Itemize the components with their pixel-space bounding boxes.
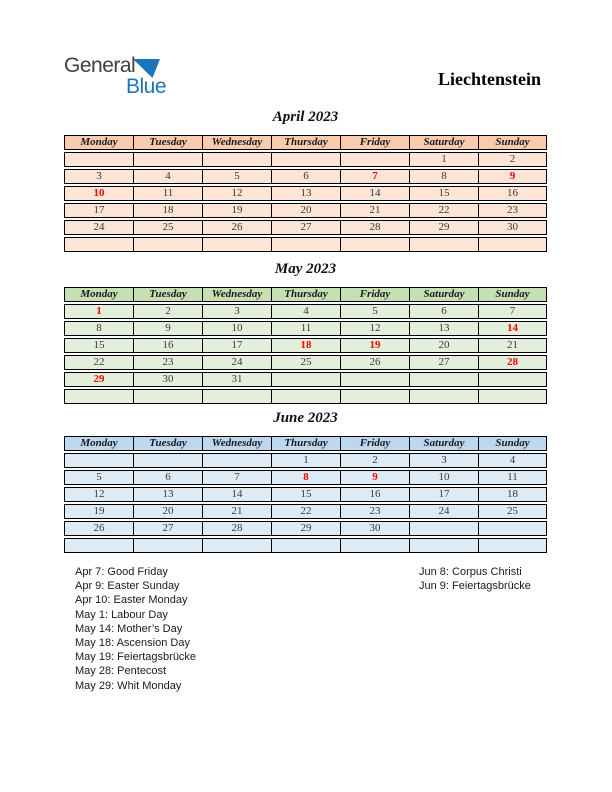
- empty-cell: [202, 237, 271, 252]
- week-row: [64, 355, 547, 370]
- day-cell: 27: [409, 355, 478, 370]
- general-blue-logo: [64, 55, 174, 101]
- day-cell: 18: [133, 203, 202, 218]
- day-cell: 23: [133, 355, 202, 370]
- day-cell: 9: [340, 470, 409, 485]
- empty-cell: [133, 237, 202, 252]
- day-cell: 9: [478, 169, 547, 184]
- empty-cell: [340, 538, 409, 553]
- day-cell: 11: [478, 470, 547, 485]
- holiday-item: Apr 7: Good Friday: [75, 566, 168, 578]
- empty-cell: [64, 237, 133, 252]
- empty-cell: [133, 152, 202, 167]
- day-header-thursday: Thursday: [271, 436, 340, 451]
- day-cell: 3: [64, 169, 133, 184]
- day-cell: 22: [64, 355, 133, 370]
- logo-text-blue: Blue: [126, 75, 167, 98]
- day-header-tuesday: Tuesday: [133, 287, 202, 302]
- holiday-item: Jun 8: Corpus Christi: [419, 566, 522, 578]
- day-cell: 18: [478, 487, 547, 502]
- day-cell: 9: [133, 321, 202, 336]
- day-cell: 24: [409, 504, 478, 519]
- week-row: [64, 203, 547, 218]
- day-cell: 15: [271, 487, 340, 502]
- empty-cell: [202, 538, 271, 553]
- empty-cell: [271, 372, 340, 387]
- calendar-table-may: [64, 285, 547, 406]
- week-row: [64, 186, 547, 201]
- day-cell: 6: [409, 304, 478, 319]
- day-cell: 11: [271, 321, 340, 336]
- day-cell: 30: [478, 220, 547, 235]
- calendar-table-april: [64, 133, 547, 254]
- day-header-saturday: Saturday: [409, 135, 478, 150]
- day-cell: 3: [409, 453, 478, 468]
- day-cell: 22: [409, 203, 478, 218]
- empty-cell: [202, 453, 271, 468]
- holiday-item: May 18: Ascension Day: [75, 637, 190, 650]
- day-header-thursday: Thursday: [271, 287, 340, 302]
- day-cell: 23: [478, 203, 547, 218]
- day-cell: 30: [340, 521, 409, 536]
- empty-cell: [64, 389, 133, 404]
- day-cell: 28: [478, 355, 547, 370]
- day-cell: 28: [202, 521, 271, 536]
- day-cell: 5: [202, 169, 271, 184]
- calendar-table-june: [64, 434, 547, 555]
- week-row: [64, 504, 547, 519]
- day-cell: 1: [409, 152, 478, 167]
- day-cell: 16: [133, 338, 202, 353]
- empty-cell: [64, 152, 133, 167]
- day-cell: 19: [202, 203, 271, 218]
- page-title: Liechtenstein: [438, 69, 541, 89]
- day-cell: 20: [271, 203, 340, 218]
- holiday-item: May 29: Whit Monday: [75, 679, 182, 692]
- empty-cell: [409, 521, 478, 536]
- empty-cell: [133, 538, 202, 553]
- week-row: [64, 220, 547, 235]
- day-cell: 27: [133, 521, 202, 536]
- month-section-april: [64, 108, 547, 254]
- day-cell: 21: [202, 504, 271, 519]
- empty-cell: [271, 237, 340, 252]
- day-cell: 25: [133, 220, 202, 235]
- day-cell: 18: [271, 338, 340, 353]
- holiday-item: May 14: Mother’s Day: [75, 622, 183, 635]
- week-row: [64, 338, 547, 353]
- day-cell: 31: [202, 372, 271, 387]
- day-cell: 29: [271, 521, 340, 536]
- day-header-sunday: Sunday: [478, 436, 547, 451]
- day-cell: 1: [64, 304, 133, 319]
- empty-cell: [409, 372, 478, 387]
- week-row: [64, 152, 547, 167]
- day-cell: 19: [64, 504, 133, 519]
- day-cell: 12: [202, 186, 271, 201]
- day-cell: 4: [271, 304, 340, 319]
- empty-cell: [478, 521, 547, 536]
- week-row: [64, 521, 547, 536]
- day-header-saturday: Saturday: [409, 436, 478, 451]
- day-cell: 7: [202, 470, 271, 485]
- day-cell: 5: [64, 470, 133, 485]
- day-cell: 23: [340, 504, 409, 519]
- day-cell: 20: [409, 338, 478, 353]
- month-title-june: June 2023: [273, 410, 338, 426]
- holiday-item: May 28: Pentecost: [75, 665, 167, 678]
- day-cell: 20: [133, 504, 202, 519]
- day-cell: 21: [340, 203, 409, 218]
- empty-cell: [271, 152, 340, 167]
- month-section-june: [64, 409, 547, 555]
- empty-cell: [340, 237, 409, 252]
- month-title-may: May 2023: [274, 261, 337, 277]
- day-cell: 11: [133, 186, 202, 201]
- empty-cell: [202, 152, 271, 167]
- month-section-may: [64, 260, 547, 406]
- holiday-list-right: [419, 565, 531, 593]
- empty-cell: [202, 389, 271, 404]
- day-cell: 22: [271, 504, 340, 519]
- day-cell: 29: [64, 372, 133, 387]
- day-cell: 25: [478, 504, 547, 519]
- day-cell: 16: [478, 186, 547, 201]
- day-cell: 15: [409, 186, 478, 201]
- empty-cell: [478, 538, 547, 553]
- week-row: [64, 389, 547, 404]
- week-row: [64, 453, 547, 468]
- empty-cell: [478, 389, 547, 404]
- day-cell: 13: [133, 487, 202, 502]
- day-cell: 21: [478, 338, 547, 353]
- day-cell: 12: [64, 487, 133, 502]
- day-cell: 26: [202, 220, 271, 235]
- day-cell: 12: [340, 321, 409, 336]
- day-cell: 14: [202, 487, 271, 502]
- week-row: [64, 487, 547, 502]
- day-header-monday: Monday: [64, 287, 133, 302]
- holiday-item: Jun 9: Feiertagsbrücke: [419, 580, 531, 593]
- day-header-friday: Friday: [340, 436, 409, 451]
- week-row: [64, 538, 547, 553]
- empty-cell: [409, 389, 478, 404]
- day-header-friday: Friday: [340, 135, 409, 150]
- day-cell: 24: [202, 355, 271, 370]
- week-row: [64, 237, 547, 252]
- empty-cell: [340, 372, 409, 387]
- day-cell: 13: [271, 186, 340, 201]
- month-title-april: April 2023: [272, 109, 339, 125]
- empty-cell: [478, 237, 547, 252]
- day-cell: 14: [340, 186, 409, 201]
- day-header-monday: Monday: [64, 436, 133, 451]
- week-row: [64, 169, 547, 184]
- day-header-tuesday: Tuesday: [133, 135, 202, 150]
- holiday-item: Apr 10: Easter Monday: [75, 594, 188, 607]
- day-cell: 2: [133, 304, 202, 319]
- logo-text-general: General: [64, 54, 136, 77]
- day-cell: 17: [409, 487, 478, 502]
- day-cell: 6: [271, 169, 340, 184]
- holiday-list-left: [75, 565, 196, 693]
- day-cell: 2: [478, 152, 547, 167]
- empty-cell: [478, 372, 547, 387]
- day-cell: 8: [409, 169, 478, 184]
- day-cell: 17: [64, 203, 133, 218]
- day-cell: 10: [64, 186, 133, 201]
- day-cell: 4: [133, 169, 202, 184]
- day-cell: 26: [64, 521, 133, 536]
- empty-cell: [340, 152, 409, 167]
- day-cell: 19: [340, 338, 409, 353]
- day-cell: 6: [133, 470, 202, 485]
- empty-cell: [271, 538, 340, 553]
- day-cell: 30: [133, 372, 202, 387]
- day-cell: 28: [340, 220, 409, 235]
- day-cell: 13: [409, 321, 478, 336]
- empty-cell: [409, 538, 478, 553]
- day-cell: 10: [202, 321, 271, 336]
- day-cell: 14: [478, 321, 547, 336]
- week-row: [64, 470, 547, 485]
- day-cell: 16: [340, 487, 409, 502]
- day-header-sunday: Sunday: [478, 135, 547, 150]
- day-header-wednesday: Wednesday: [202, 287, 271, 302]
- week-row: [64, 372, 547, 387]
- empty-cell: [133, 453, 202, 468]
- week-row: [64, 321, 547, 336]
- week-row: [64, 304, 547, 319]
- day-header-sunday: Sunday: [478, 287, 547, 302]
- holiday-item: Apr 9: Easter Sunday: [75, 580, 180, 593]
- day-cell: 15: [64, 338, 133, 353]
- day-header-wednesday: Wednesday: [202, 135, 271, 150]
- day-cell: 8: [271, 470, 340, 485]
- day-header-saturday: Saturday: [409, 287, 478, 302]
- day-cell: 8: [64, 321, 133, 336]
- day-cell: 1: [271, 453, 340, 468]
- holiday-item: May 1: Labour Day: [75, 608, 168, 621]
- day-cell: 7: [478, 304, 547, 319]
- day-cell: 26: [340, 355, 409, 370]
- empty-cell: [133, 389, 202, 404]
- empty-cell: [340, 389, 409, 404]
- day-cell: 29: [409, 220, 478, 235]
- day-header-wednesday: Wednesday: [202, 436, 271, 451]
- day-cell: 24: [64, 220, 133, 235]
- empty-cell: [64, 453, 133, 468]
- day-header-monday: Monday: [64, 135, 133, 150]
- day-cell: 25: [271, 355, 340, 370]
- day-cell: 27: [271, 220, 340, 235]
- day-cell: 7: [340, 169, 409, 184]
- day-header-tuesday: Tuesday: [133, 436, 202, 451]
- day-cell: 2: [340, 453, 409, 468]
- empty-cell: [64, 538, 133, 553]
- day-header-friday: Friday: [340, 287, 409, 302]
- day-cell: 3: [202, 304, 271, 319]
- day-header-thursday: Thursday: [271, 135, 340, 150]
- day-cell: 5: [340, 304, 409, 319]
- empty-cell: [271, 389, 340, 404]
- holiday-item: May 19: Feiertagsbrücke: [75, 651, 197, 664]
- empty-cell: [409, 237, 478, 252]
- day-cell: 10: [409, 470, 478, 485]
- day-cell: 17: [202, 338, 271, 353]
- day-cell: 4: [478, 453, 547, 468]
